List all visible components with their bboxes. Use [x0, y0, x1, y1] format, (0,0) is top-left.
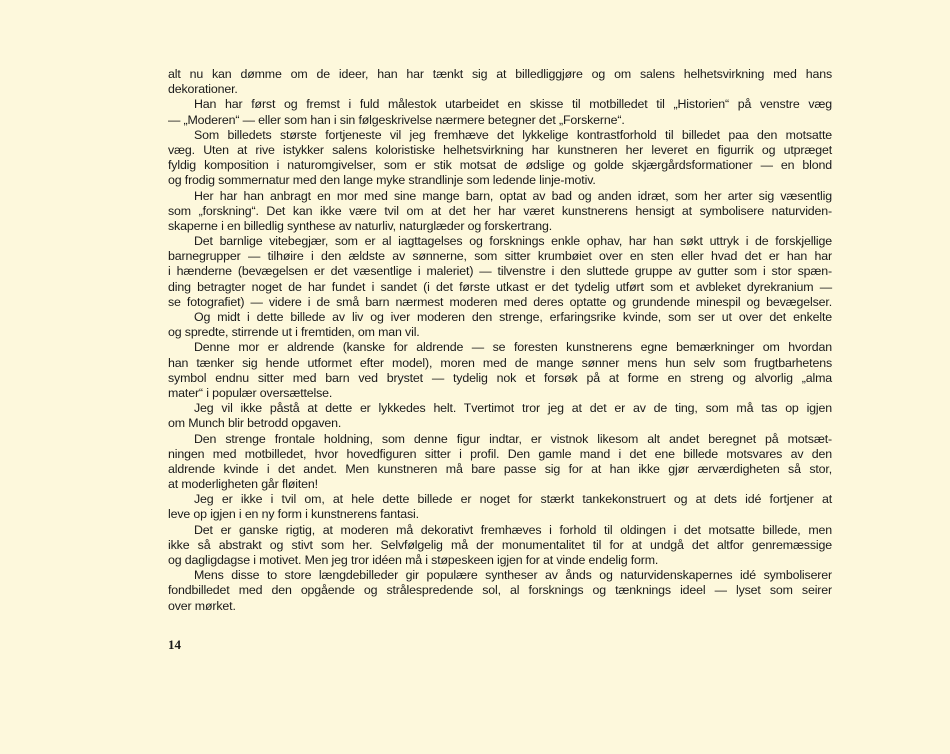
text-line: Han har først og fremst i fuld målestok utarbeidet en skisse til motbilledet til „Historien“ på venstre væg	[194, 97, 832, 112]
text-line: se fotografiet) — videre i de små barn nærmest moderen med deres optatte og grundende minespil og bevægelser.	[168, 294, 832, 309]
text-line: at moderligheten går fløiten!	[168, 477, 318, 492]
text-line: — „Moderen“ — eller som han i sin følgeskrivelse nærmere betegner det „Forskerne“.	[168, 112, 625, 127]
text-line: dekorationer.	[168, 82, 238, 97]
text-line: ding betragter noget de har fundet i sandet (i det første utkast er det tydelig utført som et avbleket dyrekranium —	[168, 279, 832, 294]
text-line: Den strenge frontale holdning, som denne figur indtar, er vistnok likesom alt andet beregnet på motsæt-	[194, 431, 832, 446]
text-line: mater“ i populær oversættelse.	[168, 385, 333, 400]
text-line: fondbilledet med den opgående og strålespredende sol, al forsknings og tænknings ideel — lyset som seirer	[168, 583, 832, 598]
text-line: Som billedets største fortjeneste vil jeg fremhæve det lykkelige kontrastforhold til billedet paa den motsatte	[194, 127, 832, 142]
text-line: aldrende kvinde i det andet. Men kunstneren må bare passe sig for at han ikke gjør ærværdigheten så stor,	[168, 461, 832, 476]
text-line: over mørket.	[168, 598, 236, 613]
text-line: og spredte, stirrende ut i fremtiden, om man vil.	[168, 325, 420, 340]
document-body	[168, 67, 832, 614]
text-line: Det barnlige vitebegjær, som er al iagttagelses og forsknings enkle ophav, har han søkt uttryk i de forskjellige	[194, 234, 832, 249]
text-line: barnegrupper — tilhøire i den ældste av sønnerne, som sitter krumbøiet over en sten eller hvad det er han har	[168, 249, 832, 264]
text-line: og dagligdagse i motivet. Men jeg tror idéen må i støpeskeen igjen for at vinde endelig form.	[168, 553, 659, 567]
text-line: Jeg vil ikke påstå at dette er lykkedes helt. Tvertimot tror jeg at det er av de ting, som må tas op igjen	[194, 401, 832, 416]
text-line: leve op igjen i en ny form i kunstnerens fantasi.	[168, 507, 419, 522]
text-line: og frodig sommernatur med den lange myke strandlinje som ledende linje-motiv.	[168, 173, 596, 188]
text-line: fyldig komposition i naturomgivelser, som er stik motsat de ødslige og golde skjærgårdsformationer — en blond	[168, 158, 832, 173]
text-line: symbol endnu sitter med barn ved brystet — tydelig nok et forsøk på at forme en streng og alvorlig „alma	[168, 370, 832, 385]
text-line: Denne mor er aldrende (kanske for aldrende — se foresten kunstnerens egne bemærkninger om hvordan	[194, 340, 832, 355]
text-line: som „forskning“. Det kan ikke være tvil om at det her har været kunstnerens hensigt at symbolisere naturviden-	[168, 203, 832, 218]
text-line: han tænker sig hende utformet efter model), moren med de mange sønner mens hun selv som frugtbarhetens	[168, 355, 832, 370]
text-line: ikke så abstrakt og stivt som her. Selvfølgelig må der monumentalitet til for at undgå det altfor genremæssige	[168, 537, 832, 552]
text-line: Jeg er ikke i tvil om, at hele dette billede er noget for stærkt tankekonstruert og at dets idé fortjener at	[194, 492, 832, 507]
page-number: 14	[168, 637, 181, 652]
text-line: Og midt i dette billede av liv og iver moderen den strenge, erfaringsrike kvinde, som ser ut over det enkelte	[194, 310, 832, 324]
text-line: ningen med motbilledet, hvor hovedfiguren sitter i profil. Den gamle mand i det ene billede motsvares av den	[168, 446, 832, 461]
text-line: Her har han anbragt en mor med sine mange barn, optat av bad og anden idræt, som her arter sig væsentlig	[194, 188, 832, 203]
text-line: Mens disse to store længdebilleder gir populære syntheser av ånds og naturvidenskapernes idé symboliserer	[194, 568, 832, 583]
text-line: om Munch blir betrodd opgaven.	[168, 416, 342, 431]
text-line: Det er ganske rigtig, at moderen må dekorativt fremhæves i forhold til oldingen i det motsatte billede, men	[194, 522, 832, 537]
text-line: skaperne i en billedlig synthese av naturliv, naturglæder og forskertrang.	[168, 218, 553, 233]
text-line: væg. Uten at rive istykker salens koloristiske helhetsvirkning har kunstneren her leveret en figurrik og utpræget	[168, 142, 832, 157]
text-line: alt nu kan dømme om de ideer, han har tænkt sig at billedliggjøre og om salens helhetsvirkning med hans	[168, 67, 832, 81]
text-line: i hænderne (bevægelsen er det væsentlige i maleriet) — tilvenstre i den sluttede gruppe av gutter som i stor spæn-	[168, 264, 832, 279]
